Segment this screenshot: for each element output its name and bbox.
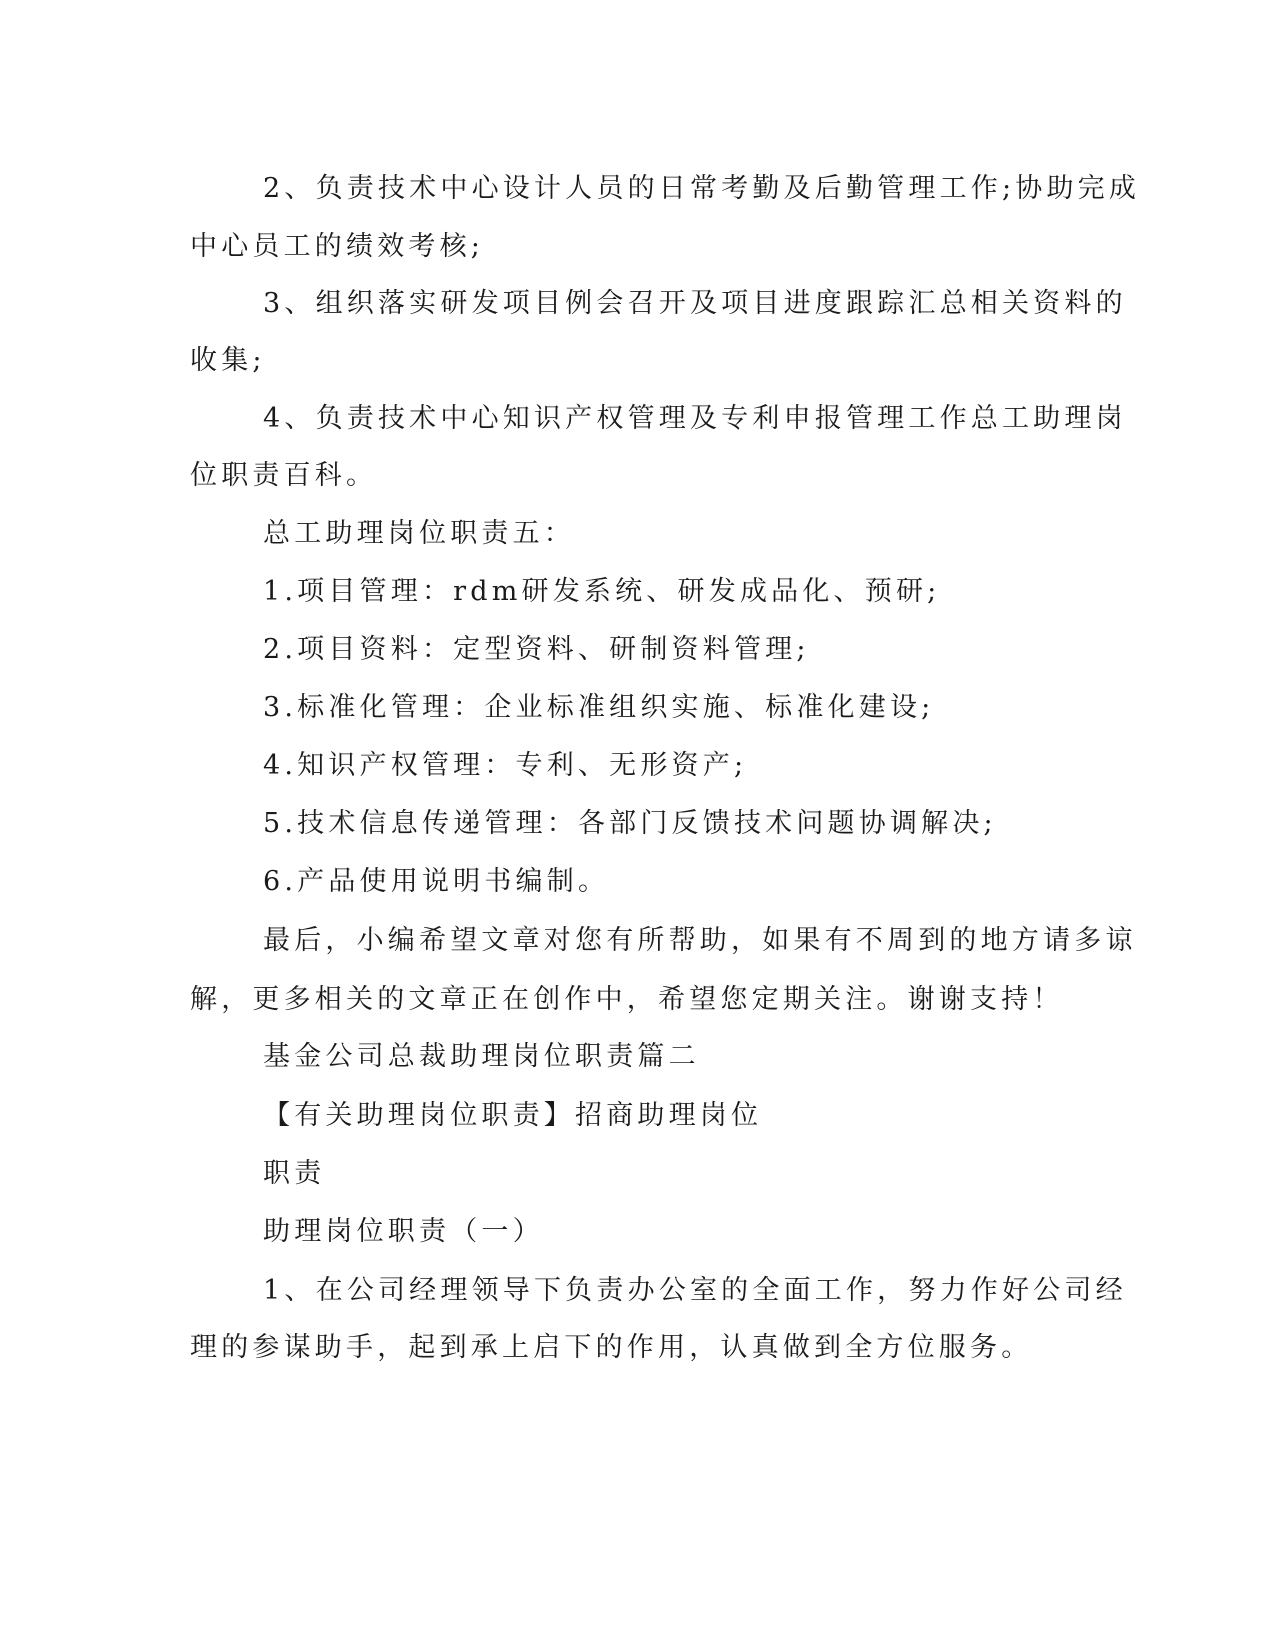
paragraph-line: 1、在公司经理领导下负责办公室的全面工作，努力作好公司经 (263, 1275, 1127, 1306)
paragraph-line: 2、负责技术中心设计人员的日常考勤及后勤管理工作;协助完成 (263, 173, 1141, 204)
section-heading: 【有关助理岗位职责】招商助理岗位 (263, 1100, 763, 1131)
section-heading: 助理岗位职责（一） (263, 1216, 544, 1247)
paragraph-line: 位职责百科。 (190, 460, 378, 491)
paragraph-line: 4、负责技术中心知识产权管理及专利申报管理工作总工助理岗 (263, 403, 1127, 434)
list-item: 3.标准化管理：企业标准组织实施、标准化建设; (263, 692, 935, 723)
paragraph-line: 中心员工的绩效考核; (190, 231, 485, 262)
section-heading: 总工助理岗位职责五： (263, 518, 575, 549)
list-item: 2.项目资料：定型资料、研制资料管理; (263, 634, 810, 665)
paragraph-line: 最后，小编希望文章对您有所帮助，如果有不周到的地方请多谅 (263, 925, 1137, 956)
paragraph-line: 3、组织落实研发项目例会召开及项目进度跟踪汇总相关资料的 (263, 288, 1127, 319)
section-heading: 职责 (263, 1158, 326, 1189)
paragraph-line: 收集; (190, 345, 266, 376)
list-item: 4.知识产权管理：专利、无形资产; (263, 750, 748, 781)
paragraph-line: 理的参谋助手，起到承上启下的作用，认真做到全方位服务。 (190, 1332, 1033, 1363)
list-item: 1.项目管理：rdm研发系统、研发成品化、预研; (263, 576, 941, 607)
paragraph-line: 解，更多相关的文章正在创作中，希望您定期关注。谢谢支持！ (190, 984, 1064, 1015)
list-item: 5.技术信息传递管理：各部门反馈技术问题协调解决; (263, 808, 997, 839)
list-item: 6.产品使用说明书编制。 (263, 866, 610, 897)
section-heading: 基金公司总裁助理岗位职责篇二 (263, 1041, 700, 1072)
